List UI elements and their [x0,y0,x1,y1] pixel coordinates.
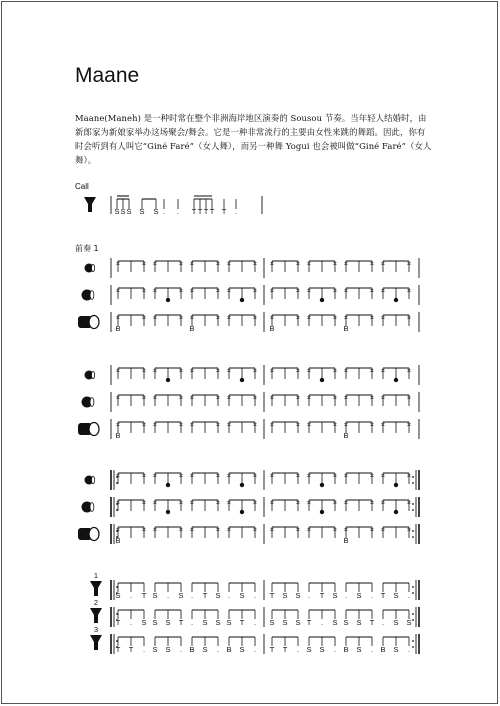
djembe-note-symbol: S [282,618,288,627]
open-stroke: × [226,471,232,480]
djembe-note-symbol: S [393,591,399,600]
open-stroke: × [269,393,275,402]
open-stroke: × [295,313,301,322]
djembe-note-symbol: . [129,618,133,627]
open-stroke: × [380,259,386,268]
open-stroke: × [152,471,158,480]
open-stroke: × [380,420,386,429]
open-stroke: × [332,286,338,295]
open-stroke: × [189,366,195,375]
open-stroke: × [332,313,338,322]
open-stroke: × [252,259,258,268]
djembe-note-symbol: S [269,618,275,627]
djembe-note-symbol: S [152,591,158,600]
djembe-note-symbol: T [306,618,312,627]
djembe-note-symbol: T [282,645,288,654]
djembe-note-symbol: . [320,618,324,627]
open-stroke: × [189,420,195,429]
open-stroke: × [178,525,184,534]
call-note-symbol: T [221,207,227,216]
djembe-note-symbol: . [216,645,220,654]
closed-stroke [394,298,398,302]
open-stroke: × [306,420,312,429]
call-note-symbol: . [234,207,238,216]
closed-stroke [240,483,244,487]
djembe-icon [90,608,102,623]
kenkeni-icon-head [91,371,94,378]
closed-stroke [166,378,170,382]
open-stroke: × [295,498,301,507]
open-stroke: × [406,525,412,534]
closed-stroke [240,298,244,302]
bass-symbol: B [343,324,349,333]
djembe-note-symbol: . [381,618,385,627]
open-stroke: × [189,525,195,534]
repeat-dot [412,536,414,538]
open-stroke: × [343,525,349,534]
open-stroke: × [369,366,375,375]
open-stroke: × [215,393,221,402]
djembe-note-symbol: . [227,591,231,600]
djembe-note-symbol: S [215,618,221,627]
open-stroke: × [115,366,121,375]
repeat-dot [412,592,414,594]
open-stroke: × [380,393,386,402]
djembe-note-symbol: T [269,645,275,654]
djembe-note-symbol: S [239,591,245,600]
open-stroke: × [269,313,275,322]
closed-stroke [240,510,244,514]
open-stroke: × [369,286,375,295]
repeat-dot [412,646,414,648]
repeat-dot [412,476,414,478]
open-stroke: × [252,366,258,375]
open-stroke: × [226,366,232,375]
djembe-note-symbol: S [165,618,171,627]
open-stroke: × [369,393,375,402]
djembe-note-symbol: T [369,618,375,627]
djembe-note-symbol: . [296,645,300,654]
open-stroke: × [406,286,412,295]
open-stroke: × [152,525,158,534]
open-stroke: × [332,498,338,507]
open-stroke: × [269,366,275,375]
djembe-note-symbol: S [215,591,221,600]
open-stroke: × [306,366,312,375]
djembe-note-symbol: . [142,645,146,654]
open-stroke: × [369,525,375,534]
open-stroke: × [178,286,184,295]
open-stroke: × [332,471,338,480]
djembe-note-symbol: S [406,618,412,627]
open-stroke: × [295,366,301,375]
djembe-note-symbol: S [393,645,399,654]
open-stroke: × [152,366,158,375]
open-stroke: × [215,313,221,322]
dununba-icon-head [89,528,99,541]
repeat-dot [412,613,414,615]
djembe-note-symbol: T [202,591,208,600]
bass-symbol: B [189,324,195,333]
call-note-symbol: S [114,207,120,216]
djembe-note-symbol: S [282,591,288,600]
open-stroke: × [226,286,232,295]
djembe-note-symbol: . [253,618,257,627]
djembe-note-symbol: . [253,591,257,600]
open-stroke: × [369,313,375,322]
djembe-row-number: 2 [93,598,99,607]
djembe-note-symbol: S [332,591,338,600]
djembe-note-symbol: B [380,645,386,654]
open-stroke: × [406,420,412,429]
djembe-note-symbol: B [343,645,349,654]
open-stroke: × [141,420,147,429]
open-stroke: × [343,259,349,268]
djembe-note-symbol: . [344,591,348,600]
kenkeni-icon-head [91,476,94,483]
open-stroke: × [295,471,301,480]
repeat-dot [412,509,414,511]
djembe-note-symbol: . [190,618,194,627]
kenkeni-icon-head [91,264,94,271]
open-stroke: × [343,420,349,429]
djembe-icon [90,581,102,596]
open-stroke: × [152,313,158,322]
open-stroke: × [295,420,301,429]
djembe-note-symbol: S [178,591,184,600]
closed-stroke [394,510,398,514]
repeat-dot [412,619,414,621]
open-stroke: × [252,420,258,429]
open-stroke: × [380,525,386,534]
open-stroke: × [295,286,301,295]
djembe-note-symbol: S [202,618,208,627]
open-stroke: × [115,471,121,480]
open-stroke: × [332,393,338,402]
djembe-note-symbol: S [319,645,325,654]
repeat-dot [412,503,414,505]
djembe-note-symbol: T [115,618,121,627]
djembe-note-symbol: S [202,645,208,654]
open-stroke: × [189,286,195,295]
open-stroke: × [141,471,147,480]
open-stroke: × [226,393,232,402]
open-stroke: × [343,313,349,322]
open-stroke: × [380,366,386,375]
djembe-note-symbol: S [226,618,232,627]
open-stroke: × [406,366,412,375]
djembe-note-symbol: S [332,618,338,627]
open-stroke: × [189,498,195,507]
djembe-note-symbol: S [343,618,349,627]
open-stroke: × [226,259,232,268]
open-stroke: × [215,525,221,534]
open-stroke: × [178,471,184,480]
open-stroke: × [226,498,232,507]
call-note-symbol: S [153,207,159,216]
open-stroke: × [115,525,121,534]
closed-stroke [320,510,324,514]
djembe-note-symbol: S [356,591,362,600]
open-stroke: × [226,313,232,322]
open-stroke: × [369,259,375,268]
call-note-symbol: T [203,207,209,216]
open-stroke: × [295,393,301,402]
bass-symbol: B [343,431,349,440]
open-stroke: × [178,259,184,268]
open-stroke: × [343,498,349,507]
djembe-row-number: 1 [93,571,99,580]
open-stroke: × [252,471,258,480]
open-stroke: × [269,420,275,429]
open-stroke: × [178,313,184,322]
repeat-dot [412,640,414,642]
open-stroke: × [115,393,121,402]
open-stroke: × [215,498,221,507]
call-note-symbol: T [197,207,203,216]
open-stroke: × [369,471,375,480]
open-stroke: × [189,259,195,268]
open-stroke: × [306,525,312,534]
open-stroke: × [406,393,412,402]
djembe-note-symbol: . [166,591,170,600]
call-note-symbol: S [120,207,126,216]
open-stroke: × [369,420,375,429]
open-stroke: × [306,471,312,480]
open-stroke: × [141,259,147,268]
open-stroke: × [141,366,147,375]
open-stroke: × [306,393,312,402]
open-stroke: × [152,420,158,429]
open-stroke: × [406,259,412,268]
djembe-note-symbol: S [165,645,171,654]
open-stroke: × [380,471,386,480]
open-stroke: × [269,286,275,295]
intro-paragraph: Maane(Maneh) 是一种时常在整个非洲海岸地区演奏的 Sousou 节奏。当年轻人结婚时，由新郎家为新娘家举办这场聚会/舞会。它是一种非常流行的主要由女性来跳的舞蹈。因此，你有时会听到有人叫它“Giné Faré”（女人舞），而另一种舞 Yogui 也会被叫做“Giné Faré”（女人舞）。 [75,113,432,165]
open-stroke: × [343,393,349,402]
djembe-row-number: 3 [93,625,99,634]
bass-symbol: B [115,324,121,333]
call-note-symbol: S [139,207,145,216]
open-stroke: × [152,286,158,295]
djembe-note-symbol: . [407,591,411,600]
dununba-icon-head [89,316,99,329]
open-stroke: × [343,471,349,480]
djembe-note-symbol: B [226,645,232,654]
open-stroke: × [269,259,275,268]
djembe-note-symbol: S [306,645,312,654]
open-stroke: × [295,525,301,534]
open-stroke: × [141,498,147,507]
open-stroke: × [115,420,121,429]
djembe-note-symbol: B [189,645,195,654]
bass-symbol: B [343,536,349,545]
call-label: Call [75,182,89,191]
open-stroke: × [226,420,232,429]
open-stroke: × [152,498,158,507]
djembe-note-symbol: S [356,645,362,654]
djembe-note-symbol: . [370,645,374,654]
djembe-note-symbol: T [239,618,245,627]
djembe-note-symbol: T [115,645,121,654]
call-note-symbol: . [162,207,166,216]
open-stroke: × [115,313,121,322]
call-note-symbol: T [191,207,197,216]
open-stroke: × [252,525,258,534]
open-stroke: × [141,525,147,534]
open-stroke: × [332,259,338,268]
open-stroke: × [306,498,312,507]
open-stroke: × [343,286,349,295]
djembe-note-symbol: . [179,645,183,654]
open-stroke: × [115,259,121,268]
djembe-note-symbol: . [129,591,133,600]
call-djembe-icon [84,197,96,212]
djembe-note-symbol: . [307,591,311,600]
dununba-icon-head [89,423,99,436]
open-stroke: × [141,286,147,295]
sangban-icon-head [90,291,94,300]
djembe-note-symbol: . [370,591,374,600]
open-stroke: × [215,259,221,268]
open-stroke: × [252,393,258,402]
open-stroke: × [269,498,275,507]
djembe-icon [90,635,102,650]
open-stroke: × [178,366,184,375]
repeat-dot [412,530,414,532]
djembe-note-symbol: S [356,618,362,627]
open-stroke: × [332,420,338,429]
djembe-note-symbol: T [319,591,325,600]
open-stroke: × [252,313,258,322]
open-stroke: × [215,366,221,375]
djembe-note-symbol: T [269,591,275,600]
open-stroke: × [189,393,195,402]
open-stroke: × [295,259,301,268]
open-stroke: × [141,313,147,322]
closed-stroke [166,510,170,514]
open-stroke: × [178,393,184,402]
djembe-note-symbol: S [295,618,301,627]
open-stroke: × [306,286,312,295]
open-stroke: × [332,366,338,375]
djembe-note-symbol: . [407,645,411,654]
djembe-note-symbol: S [115,591,121,600]
open-stroke: × [306,313,312,322]
open-stroke: × [332,525,338,534]
open-stroke: × [189,313,195,322]
open-stroke: × [152,393,158,402]
bass-symbol: B [269,324,275,333]
page-title: Maane [75,64,140,87]
open-stroke: × [115,286,121,295]
open-stroke: × [406,313,412,322]
open-stroke: × [252,498,258,507]
djembe-note-symbol: S [152,645,158,654]
djembe-note-symbol: S [141,618,147,627]
djembe-note-symbol: S [152,618,158,627]
djembe-note-symbol: . [253,645,257,654]
closed-stroke [320,378,324,382]
open-stroke: × [369,498,375,507]
djembe-note-symbol: S [239,645,245,654]
open-stroke: × [178,420,184,429]
closed-stroke [394,378,398,382]
bass-symbol: B [115,431,121,440]
section-label-intro-1: 前奏 1 [75,244,99,253]
open-stroke: × [343,366,349,375]
call-note-symbol: T [209,207,215,216]
closed-stroke [394,483,398,487]
djembe-note-symbol: S [393,618,399,627]
closed-stroke [320,483,324,487]
djembe-note-symbol: T [178,618,184,627]
open-stroke: × [406,471,412,480]
djembe-note-symbol: T [141,591,147,600]
closed-stroke [240,378,244,382]
sangban-icon-head [90,503,94,512]
open-stroke: × [380,498,386,507]
repeat-dot [412,482,414,484]
open-stroke: × [306,259,312,268]
repeat-dot [412,586,414,588]
open-stroke: × [115,498,121,507]
closed-stroke [166,298,170,302]
closed-stroke [320,298,324,302]
open-stroke: × [215,420,221,429]
sangban-icon-head [90,398,94,407]
bass-symbol: B [115,536,121,545]
open-stroke: × [252,286,258,295]
open-stroke: × [380,313,386,322]
open-stroke: × [215,286,221,295]
djembe-note-symbol: . [333,645,337,654]
open-stroke: × [141,393,147,402]
djembe-note-symbol: S [295,591,301,600]
open-stroke: × [406,498,412,507]
open-stroke: × [269,471,275,480]
djembe-note-symbol: T [128,645,134,654]
call-note-symbol: . [176,207,180,216]
open-stroke: × [152,259,158,268]
open-stroke: × [226,525,232,534]
open-stroke: × [178,498,184,507]
open-stroke: × [269,525,275,534]
open-stroke: × [189,471,195,480]
call-note-symbol: S [126,207,132,216]
djembe-note-symbol: T [380,591,386,600]
djembe-note-symbol: . [190,591,194,600]
closed-stroke [166,483,170,487]
open-stroke: × [380,286,386,295]
open-stroke: × [215,471,221,480]
